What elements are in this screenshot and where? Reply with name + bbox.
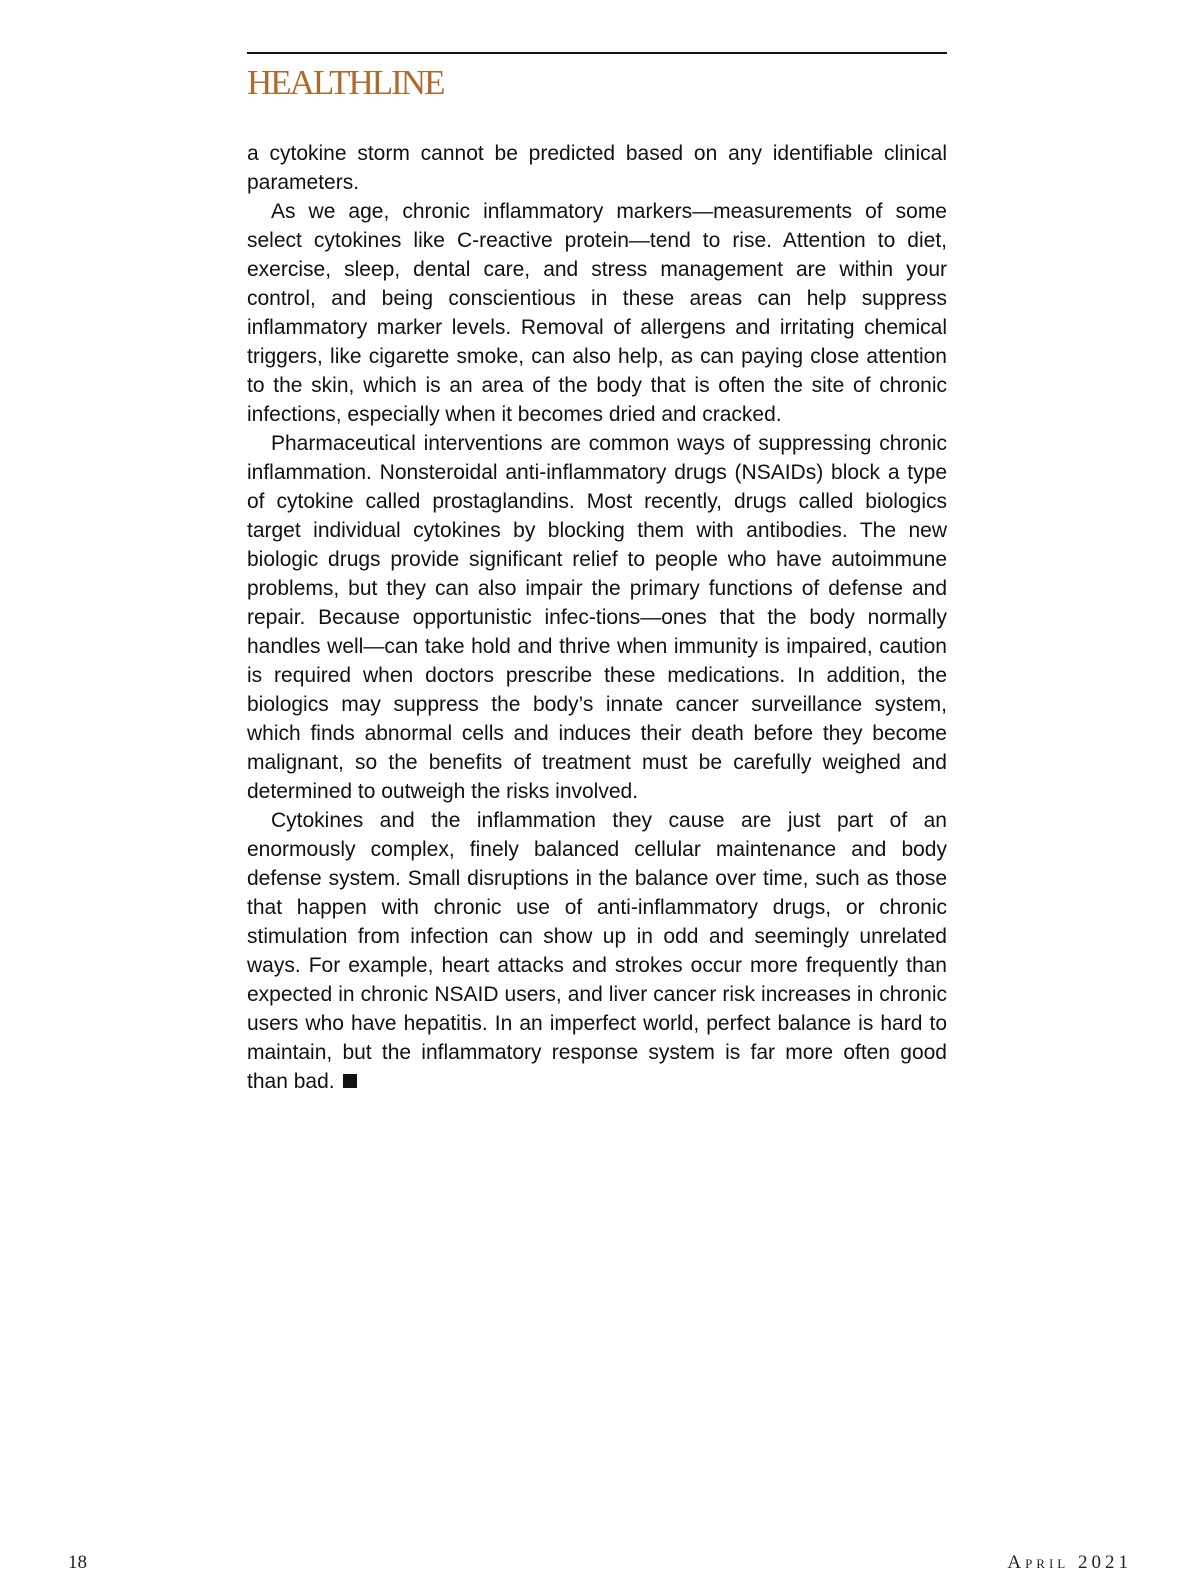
header-rule xyxy=(247,52,947,54)
paragraph-3: Pharmaceutical interventions are common ways of suppressing chronic inflammation. Nonsteroidal anti-inflammatory drugs (NSAIDs) block a type of cytokine called prostaglandins. Most recently, drugs called biologics target individual cytokines by blocking them with antibodies. The new biologic drugs provide significant relief to people who have autoimmune problems, but they can also impair the primary functions of defense and repair. Because opportunistic infec-tions—ones that the body normally handles well—can take hold and thrive when immunity is impaired, caution is required when doctors prescribe these medications. In addition, the biologics may suppress the body’s innate cancer surveillance system, which finds abnormal cells and induces their death before they become malignant, so the benefits of treatment must be carefully weighed and determined to outweigh the risks involved. xyxy=(247,432,947,803)
section-title: HEALTHLINE xyxy=(247,63,444,102)
paragraph-2: As we age, chronic inflammatory markers—measurements of some select cytokines like C-reactive protein—tend to rise. Attention to diet, exercise, sleep, dental care, and stress management are within your control, and being conscientious in these areas can help suppress inflammatory marker levels. Removal of allergens and irritating chemical triggers, like cigarette smoke, can also help, as can paying close attention to the skin, which is an area of the body that is often the site of chronic infections, especially when it becomes dried and cracked. xyxy=(247,200,947,426)
issue-date: April 2021 xyxy=(1007,1552,1132,1573)
page-number: 18 xyxy=(68,1552,87,1573)
paragraph-4-text: Cytokines and the inflammation they cause are just part of an enormously complex, finely balanced cellular maintenance and body defense system. Small disruptions in the balance over time, such as those that happen with chronic use of anti-inflammatory drugs, or chronic stimulation from infection can show up in odd and seemingly unrelated ways. For example, heart attacks and strokes occur more frequently than expected in chronic NSAID users, and liver cancer risk increases in chronic users who have hepatitis. In an imperfect world, perfect balance is hard to maintain, but the inflammatory response system is far more often good than bad. xyxy=(247,809,947,1093)
paragraph-4 xyxy=(247,806,947,1096)
end-of-article-mark xyxy=(343,1074,357,1088)
article-body xyxy=(247,139,947,1096)
paragraph-1: a cytokine storm cannot be predicted based on any identifiable clinical parameters. xyxy=(247,142,947,194)
